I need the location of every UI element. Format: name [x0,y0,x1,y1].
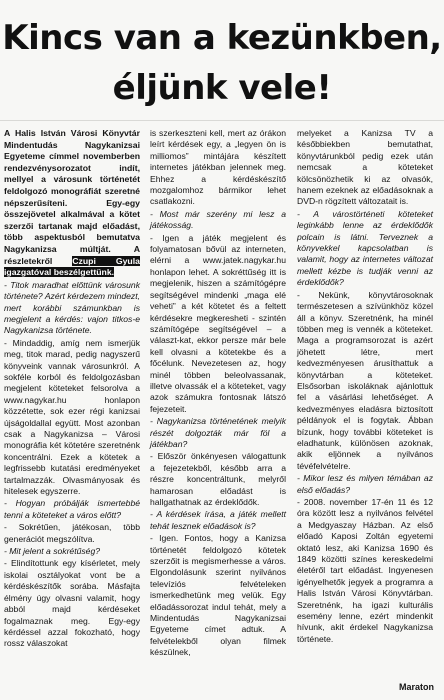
answer-paragraph: - Sokrétűen, játékosan, több generációt megszólítva. [4,522,140,544]
answer-paragraph: - Nekünk, könyvtárosoknak természetesen a szívünkhöz közel áll a könyv. Szeretnénk, ha minél többen meg is vennék a köteteket. Maga a programsorozat is azért jöhetett létre, mert kedvezményesen árusíthattuk a könyvtárban a köteteket. Elsősorban iskoláknak ajánlottuk fel a vásárlási lehetőséget. A kedvezményes eladásra biztosított példányok el is fogytak. Ábban bízunk, hogy további köteteket is eladhatunk, különösen azoknak, akik eljönnek a nyilvános tévéfelvételre. [297,289,433,471]
answer-paragraph: - Igen a játék megjelent és folyamatosan bővül az interneten, elérni a www.jatek.nagykar.hu honlapon lehet. A sokréttűség itt is megjelenik, hiszen a számítógépre segítségével mindenki „maga elé veheti” a két kötetet és a feltett kérdésekre megkeresheti - szintén számítógépe segítségével – a választ-kat, ekkor persze már bele kell olvasni a kötetekbe és a főcélunk. Nevezetesen az, hogy minél többen beleolvassanak, illetve olvassák el a köteteket, vagy azok számukra fontosnak látszó fejezeteit. [150,232,286,414]
question-paragraph: - Nagykanizsa történetének melyik részét dolgozták már föl a játékban? [150,416,286,449]
byline: Maraton [398,682,434,692]
divider [0,120,444,121]
answer-paragraph: - Igen. Fontos, hogy a Kanizsa történetét feldolgozó kötetek szerzőit is megismerhesse a város. Elgondolásunk szerint nyilvános televíziós felvételeken ismerkedhetünk meg velük. Egy előadássorozat indul tehát, mely a Mindentudás Nagykanizsai Egyeteme címet adtuk. A felvételekből olyan filmek készülnek, [150,533,286,658]
answer-paragraph: melyeket a Kanizsa TV a későbbiekben bemutathat, könyvtárunkból pedig ezek után nemcsak a köteteket kölcsönözhetik ki az olvasók, hanem ezeknek az előadásoknak a DVD-n rögzített változatait is. [297,128,433,207]
headline-line-1: Kincs van a kezünkben, [2,18,442,58]
lead-paragraph [4,128,140,279]
question-paragraph: - Titok maradhat előttünk városunk története? Azért kérdezem mindezt, mert korábbi számunkban is megjelent a kérdés: vajon titkos-e Nagykanizsa története. [4,279,140,336]
question-paragraph: - Mit jelent a sokrétűség? [4,546,101,557]
answer-paragraph: - Elindítottunk egy kísérletet, mely iskolai osztályokat vont be a kérdéskészítők sorába. Másfajta élmény úgy olvasni valamit, hogy abból majd kérdéseket fogalmaznak meg. Egy-egy kérdéssel azzal fokozható, hogy rossz válaszokat [4,558,140,649]
answer-paragraph: - Először önkényesen válogattunk a fejezetekből, később arra a részre koncentráltunk, melyről hamarosan előadást is hallgathatnak az érdeklődők. [150,451,286,507]
question-paragraph: - Mikor lesz és milyen témában az első előadás? [297,473,433,495]
answer-paragraph: - Mindaddig, amíg nem ismerjük meg, titok marad, pedig nagyszerű könyveink vannak városunkról. A sokféle korból és feldolgozásban megjelent köteteket felsorolva a www.nagykar.hu honlapon közzétette, sok ezer régi kanizsai újságoldallal együtt. Most azonban csak a Nagykanizsa – Városi monográfia két kötetére szeretnénk koncentrálni. Ezek a kötetek a legfrissebb kutatási eredményeket tartalmazzák. Olvasmányosak és hitelesek egyszerre. [4,337,140,497]
question-paragraph: - Hogyan próbálják ismertebbé tenni a köteteket a város előtt? [4,498,140,520]
article-column-3 [297,128,433,646]
answer-paragraph: - 2008. november 17-én 11 és 12 óra között lesz a nyilvános felvétel a Medgyaszay Házban. Az első előadó Kaposi Zoltán egyetemi oktató lesz, aki Kanizsa 1690 és 1849 közötti színes kereskedelmi életéről tart előadást. Ingyenesen igényelhetők jegyek a programra a Halis István Városi Könyvtárban. Szeretnénk, ha igazi kulturális esemény lenne, ezért mindenkit hívunk, akit érdekel Nagykanizsa története. [297,497,433,644]
question-paragraph: - Most már szerény mi lesz a játékosság. [150,208,286,231]
column-1-body [4,280,140,650]
lead-highlight: Czupi Gyula igazgatóval beszélgettünk. [4,255,140,278]
column-2-body [150,128,286,659]
question-paragraph: - A kérdések írása, a játék mellett tehát lesznek előadások is? [150,509,286,531]
answer-paragraph: is szerkeszteni kell, mert az órákon leírt kérdések egy, a „legyen ön is milliomos” mintájára készített internetes játékban jelennek meg. Ehhez a kérdéskészítő mozgalomhoz bármikor lehet csatlakozni. [150,128,286,207]
lead-text: A Halis István Városi Könyvtár Mindentudás Nagykanizsai Egyeteme címmel novemberben rendezvénysorozatot indít, mellyel a városunk történetét feldolgozó monográfiát szeretné népszerűsíteni. Egy-egy összejövetel alkalmával a kötet szerzői tartanak majd előadást, több aspektusból bemutatva Nagykanizsa múltját. A részletekről [4,128,140,266]
article-column-2 [150,128,286,660]
column-3-body [297,128,433,645]
headline-line-2: éljünk vele! [112,68,332,108]
question-paragraph: - A várostörténeti köteteket leginkább lenne az érdeklődők polcain is látni. Terveznek a könyvekkel kapcsolatban is valamit, hogy az internetes változat mellett kézbe is tudják venni az érdeklődők? [297,208,433,288]
article-column-1 [4,128,140,651]
